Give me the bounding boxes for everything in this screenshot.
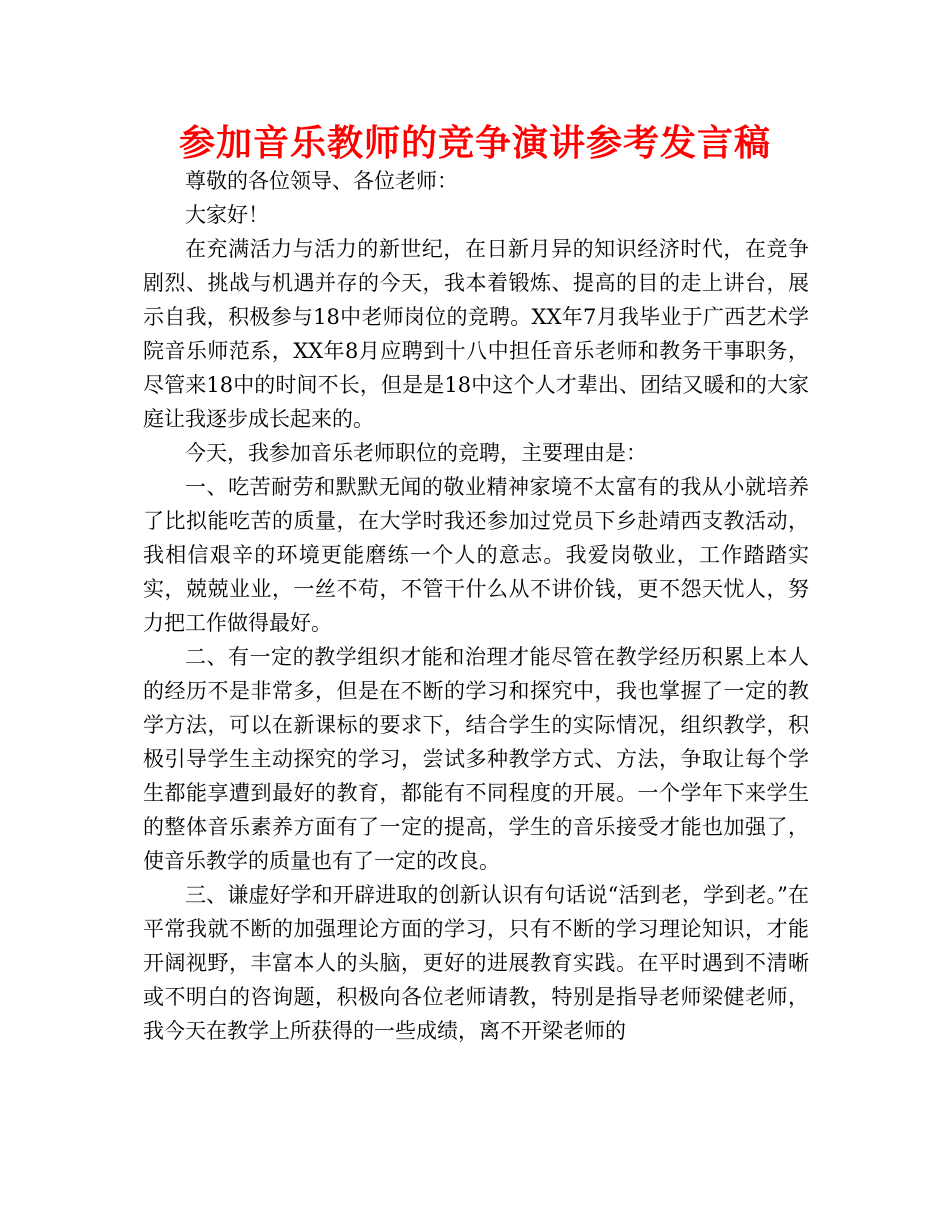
paragraph-reason-two: 二、有一定的教学组织才能和治理才能尽管在教学经历积累上本人的经历不是非常多，但是在不断的学习和探究中，我也掌握了一定的教学方法，可以在新课标的要求下，结合学生的实际情况，组织教学，积极引导学生主动探究的学习，尝试多种教学方式、方法，争取让每个学生都能享遭到最好的教育，都能有不同程度的开展。一个学年下来学生的整体音乐素养方面有了一定的提高，学生的音乐接受才能也加强了，使音乐教学的质量也有了一定的改良。 bbox=[143, 645, 809, 873]
document-title: 参加音乐教师的竞争演讲参考发言稿 bbox=[178, 123, 771, 164]
paragraph-reasons-lead: 今天，我参加音乐老师职位的竞聘，主要理由是： bbox=[185, 441, 647, 465]
paragraph-reason-three: 三、谦虚好学和开辟进取的创新认识有句话说“活到老，学到老。”在平常我就不断的加强理论方面的学习，只有不断的学习理论知识，才能开阔视野，丰富本人的头脑，更好的进展教育实践。在平时遇到不清晰或不明白的咨询题，积极向各位老师请教，特别是指导老师梁健老师，我今天在教学上所获得的一些成绩，离不开梁老师的 bbox=[143, 883, 809, 1043]
greeting: 大家好！ bbox=[185, 203, 269, 227]
paragraph-intro: 在充满活力与活力的新世纪，在日新月异的知识经济时代，在竞争剧烈、挑战与机遇并存的今天，我本着锻炼、提高的目的走上讲台，展示自我，积极参与18中老师岗位的竞聘。XX年7月我毕业于广西艺术学院音乐师范系，XX年8月应聘到十八中担任音乐老师和教务干事职务，尽管来18中的时间不长，但是是18中这个人才辈出、团结又暖和的大家庭让我逐步成长起来的。 bbox=[143, 237, 809, 431]
document-body bbox=[143, 164, 809, 1048]
salutation: 尊敬的各位领导、各位老师： bbox=[185, 169, 458, 193]
paragraph-reason-one: 一、吃苦耐劳和默默无闻的敬业精神家境不太富有的我从小就培养了比拟能吃苦的质量，在大学时我还参加过党员下乡赴靖西支教活动，我相信艰辛的环境更能磨练一个人的意志。我爱岗敬业，工作踏踏实实，兢兢业业，一丝不苟，不管干什么从不讲价钱，更不怨天忧人，努力把工作做得最好。 bbox=[143, 475, 809, 635]
